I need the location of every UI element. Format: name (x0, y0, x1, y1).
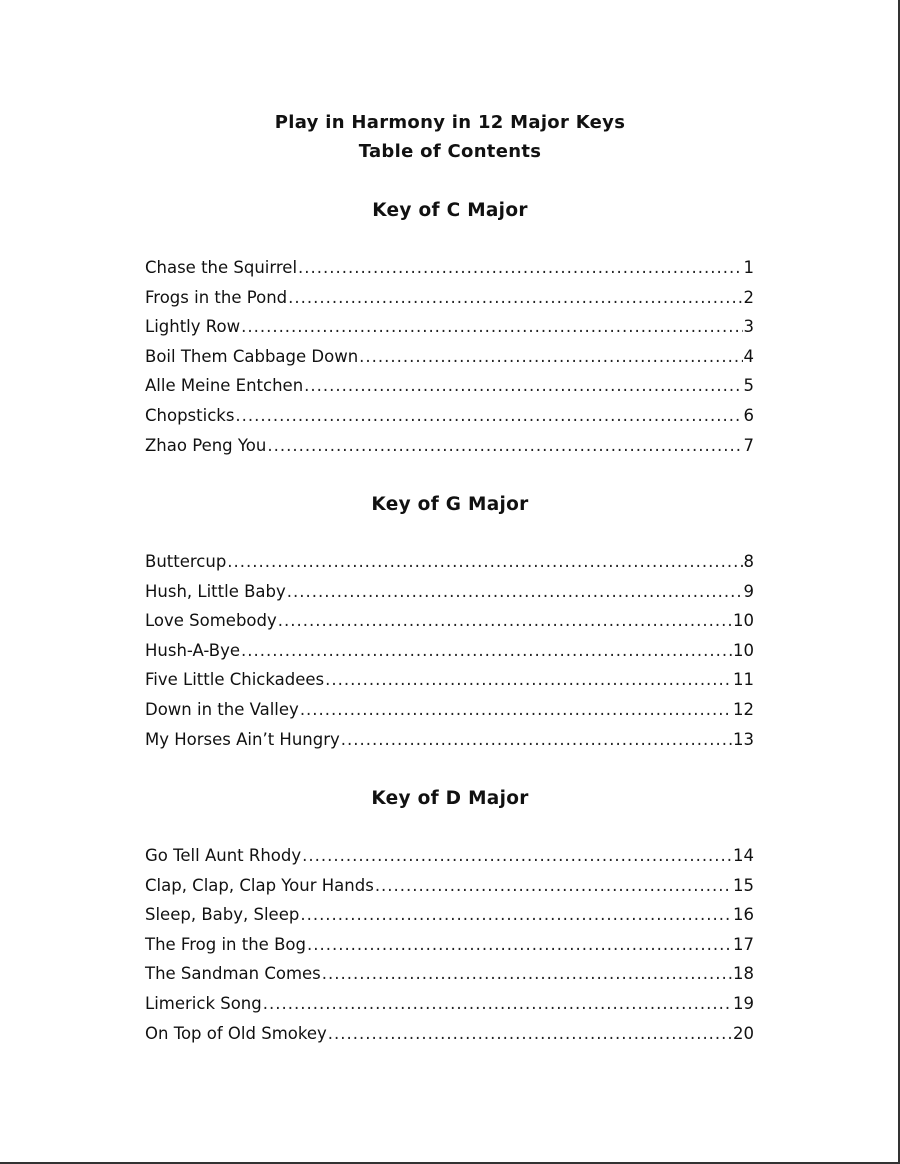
section-entries-g-major (145, 552, 754, 759)
toc-entry-title: On Top of Old Smokey (145, 1023, 327, 1043)
toc-entry-title: Love Somebody (145, 611, 277, 631)
toc-entry-page: 12 (733, 699, 754, 719)
dot-leader (307, 935, 732, 955)
dot-leader (235, 406, 742, 426)
toc-entry[interactable] (145, 347, 754, 377)
toc-entry[interactable] (145, 317, 754, 347)
dot-leader (287, 582, 743, 602)
toc-entry-title: Buttercup (145, 552, 227, 571)
dot-leader (341, 730, 732, 750)
toc-entry-page: 3 (743, 317, 754, 337)
dot-leader (302, 846, 732, 866)
section-heading-g-major: Key of G Major (371, 494, 529, 515)
toc-entry-title: My Horses Ain’t Hungry (145, 729, 340, 749)
toc-entry-title: Zhao Peng You (145, 435, 267, 455)
toc-entry-page: 18 (733, 964, 754, 984)
dot-leader (267, 436, 742, 456)
section-entries-d-major (145, 846, 754, 1053)
toc-entry-page: 7 (743, 435, 754, 455)
dot-leader (325, 670, 732, 690)
dot-leader (304, 376, 742, 396)
toc-entry[interactable] (145, 641, 754, 671)
toc-entry-title: The Sandman Comes (145, 964, 321, 984)
toc-entry[interactable] (145, 670, 754, 700)
dot-leader (241, 641, 732, 661)
toc-entry-title: Hush-A-Bye (145, 640, 241, 660)
dot-leader (227, 552, 742, 572)
toc-entry-title: Clap, Clap, Clap Your Hands (145, 875, 374, 895)
toc-entry-page: 16 (733, 905, 754, 925)
toc-entry-title: Limerick Song (145, 993, 262, 1013)
toc-entry[interactable] (145, 406, 754, 436)
toc-entry-title: Sleep, Baby, Sleep (145, 905, 300, 925)
toc-entry-title: Five Little Chickadees (145, 670, 325, 690)
toc-entry-page: 1 (743, 258, 754, 277)
toc-entry-title: Chopsticks (145, 405, 235, 425)
toc-entry[interactable] (145, 905, 754, 935)
toc-entry-page: 2 (743, 287, 754, 307)
toc-entry-title: Frogs in the Pond (145, 287, 288, 307)
dot-leader (300, 700, 732, 720)
toc-entry[interactable] (145, 288, 754, 318)
section-entries-c-major (145, 258, 754, 465)
toc-entry-page: 13 (733, 729, 754, 749)
dot-leader (263, 994, 732, 1014)
dot-leader (375, 876, 732, 896)
toc-entry-page: 8 (743, 552, 754, 571)
toc-entry[interactable] (145, 611, 754, 641)
toc-entry[interactable] (145, 935, 754, 965)
toc-entry[interactable] (145, 964, 754, 994)
toc-entry-title: Chase the Squirrel (145, 258, 298, 277)
toc-entry[interactable] (145, 994, 754, 1024)
toc-entry[interactable] (145, 258, 754, 288)
dot-leader (298, 258, 742, 278)
document-title: Play in Harmony in 12 Major Keys (274, 112, 626, 133)
toc-entry[interactable] (145, 730, 754, 760)
dot-leader (322, 964, 732, 984)
toc-entry-page: 20 (733, 1023, 754, 1043)
toc-entry-title: The Frog in the Bog (145, 934, 306, 954)
toc-entry[interactable] (145, 376, 754, 406)
toc-entry-page: 4 (743, 346, 754, 366)
dot-leader (359, 347, 742, 367)
toc-entry-title: Boil Them Cabbage Down (145, 346, 359, 366)
toc-entry-title: Down in the Valley (145, 699, 299, 719)
toc-entry-page: 10 (733, 611, 754, 631)
dot-leader (300, 905, 732, 925)
toc-entry[interactable] (145, 700, 754, 730)
dot-leader (278, 611, 732, 631)
toc-entry-title: Go Tell Aunt Rhody (145, 846, 302, 865)
toc-entry-page: 19 (733, 993, 754, 1013)
toc-entry-page: 10 (733, 640, 754, 660)
toc-entry[interactable] (145, 552, 754, 582)
toc-entry-page: 6 (743, 405, 754, 425)
toc-entry-page: 11 (733, 670, 754, 690)
toc-entry[interactable] (145, 436, 754, 466)
toc-entry[interactable] (145, 582, 754, 612)
section-heading-d-major: Key of D Major (371, 788, 529, 809)
toc-entry[interactable] (145, 876, 754, 906)
toc-entry-page: 9 (743, 581, 754, 601)
toc-entry-page: 5 (743, 376, 754, 396)
toc-entry-page: 14 (733, 846, 754, 865)
toc-entry-page: 17 (733, 934, 754, 954)
dot-leader (241, 317, 742, 337)
dot-leader (328, 1024, 732, 1044)
toc-heading: Table of Contents (358, 141, 542, 162)
dot-leader (288, 288, 742, 308)
toc-entry[interactable] (145, 846, 754, 876)
section-heading-c-major: Key of C Major (372, 200, 528, 221)
toc-entry-title: Alle Meine Entchen (145, 376, 304, 396)
toc-entry-title: Lightly Row (145, 317, 241, 337)
toc-entry-title: Hush, Little Baby (145, 581, 286, 601)
toc-entry-page: 15 (733, 875, 754, 895)
toc-entry[interactable] (145, 1024, 754, 1054)
